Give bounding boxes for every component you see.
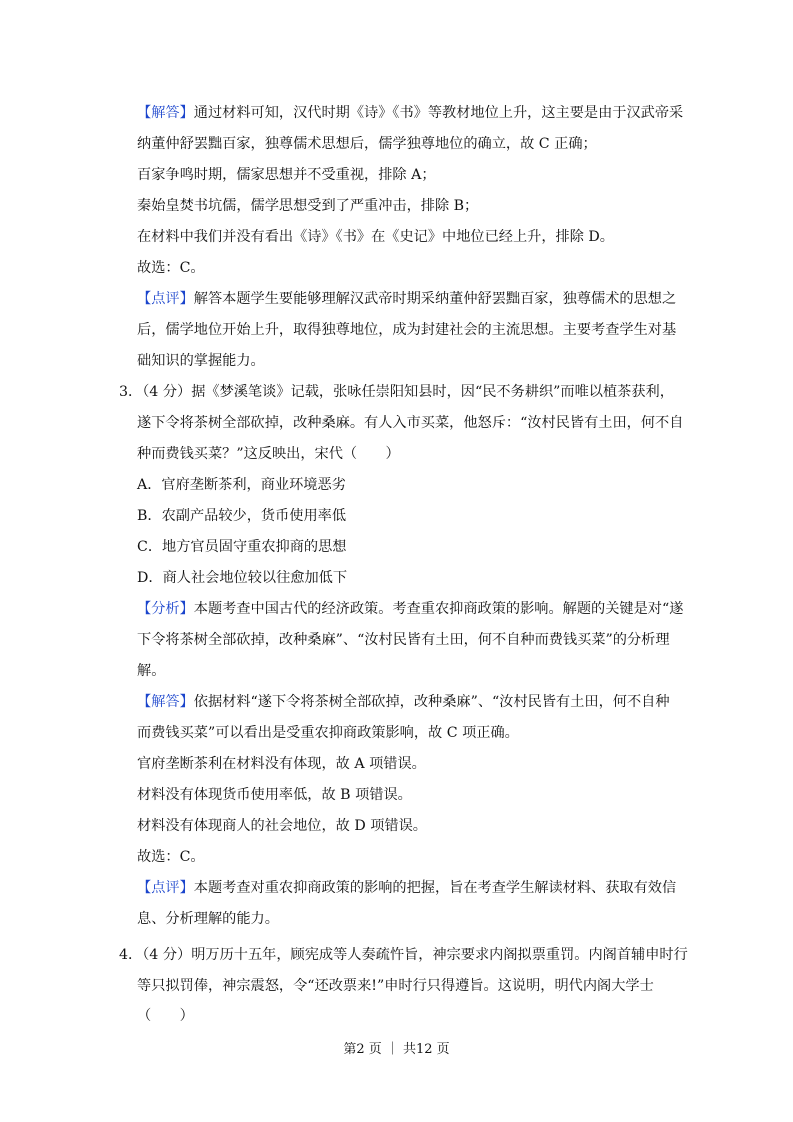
analysis-tag: 【分析】: [137, 601, 194, 617]
q3-analysis-line-3: 解。: [137, 663, 166, 679]
q4-stem-line-1: 4．（4 分）明万历十五年，顾宪成等人奏疏忤旨，神宗要求内阁拟票重罚。内阁首辅申时行: [119, 947, 688, 963]
q4-stem-line-2: 等只拟罚俸，神宗震怒，令“还改票来!”申时行只得遵旨。这说明，明代内阁大学士: [137, 978, 654, 994]
q3-comment-line-2: 息、分析理解的能力。: [137, 911, 279, 927]
q3-option-c: C．地方官员固守重农抑商的思想: [137, 539, 347, 555]
q2-comment-line-2: 后，儒学地位开始上升，取得独尊地位，成为封建社会的主流思想。主要考查学生对基: [137, 322, 677, 338]
comment-tag: 【点评】: [137, 880, 194, 896]
q2-answer-line-2: 纳董仲舒罢黜百家，独尊儒术思想后，儒学独尊地位的确立，故 C 正确；: [137, 136, 597, 152]
q3-answer-line-6: 故选：C。: [137, 849, 205, 865]
answer-tag: 【解答】: [137, 694, 194, 710]
q3-stem-line-2: 遂下令将茶树全部砍掉，改种桑麻。有人入市买菜，他怒斥：“汝村民皆有土田，何不自: [137, 415, 684, 431]
q2-answer-line-1: 【解答】通过材料可知，汉代时期《诗》《书》等教材地位上升，这主要是由于汉武帝采: [137, 105, 684, 121]
q2-answer-line-4: 秦始皇焚书坑儒，儒学思想受到了严重冲击，排除 B；: [137, 198, 479, 214]
q3-stem-line-1: 3．（4 分）据《梦溪笔谈》记载，张咏任崇阳知县时，因“民不务耕织”而唯以植茶获利，: [119, 384, 674, 400]
q3-analysis-line-2: 下令将茶树全部砍掉，改种桑麻”、“汝村民皆有土田，何不自种而费钱买菜”的分析理: [137, 632, 670, 648]
q3-option-a: A．官府垄断茶利，商业环境恶劣: [137, 477, 346, 493]
comment-tag: 【点评】: [137, 291, 194, 307]
q3-answer-line-5: 材料没有体现商人的社会地位，故 D 项错误。: [137, 818, 427, 834]
answer-tag: 【解答】: [137, 105, 194, 121]
q3-option-b: B．农副产品较少，货币使用率低: [137, 508, 347, 524]
q3-stem-line-3: 种而费钱买菜？”这反映出，宋代（ ）: [137, 446, 400, 462]
q3-answer-line-3: 官府垄断茶利在材料没有体现，故 A 项错误。: [137, 756, 426, 772]
q3-answer-line-1: 【解答】依据材料“遂下令将茶树全部砍掉，改种桑麻”、“汝村民皆有土田，何不自种: [137, 694, 670, 710]
q3-answer-line-4: 材料没有体现货币使用率低，故 B 项错误。: [137, 787, 412, 803]
q2-answer-line-6: 故选：C。: [137, 260, 205, 276]
q3-comment-line-1: 【点评】本题考查对重农抑商政策的影响的把握，旨在考查学生解读材料、获取有效信: [137, 880, 677, 896]
q3-analysis-line-1: 【分析】本题考查中国古代的经济政策。考查重农抑商政策的影响。解题的关键是对“遂: [137, 601, 684, 617]
q3-option-d: D．商人社会地位较以往愈加低下: [137, 570, 348, 586]
q2-comment-line-3: 础知识的掌握能力。: [137, 353, 265, 369]
page-footer: 第2 页 ｜ 共12 页: [343, 1042, 450, 1057]
q2-answer-line-3: 百家争鸣时期，儒家思想并不受重视，排除 A；: [137, 167, 436, 183]
q3-answer-line-2: 而费钱买菜”可以看出是受重农抑商政策影响，故 C 项正确。: [137, 725, 519, 741]
q4-stem-line-3: （ ）: [137, 1008, 194, 1024]
q2-comment-line-1: 【点评】解答本题学生要能够理解汉武帝时期采纳董仲舒罢黜百家，独尊儒术的思想之: [137, 291, 677, 307]
q2-answer-line-5: 在材料中我们并没有看出《诗》《书》在《史记》中地位已经上升，排除 D。: [137, 229, 614, 245]
